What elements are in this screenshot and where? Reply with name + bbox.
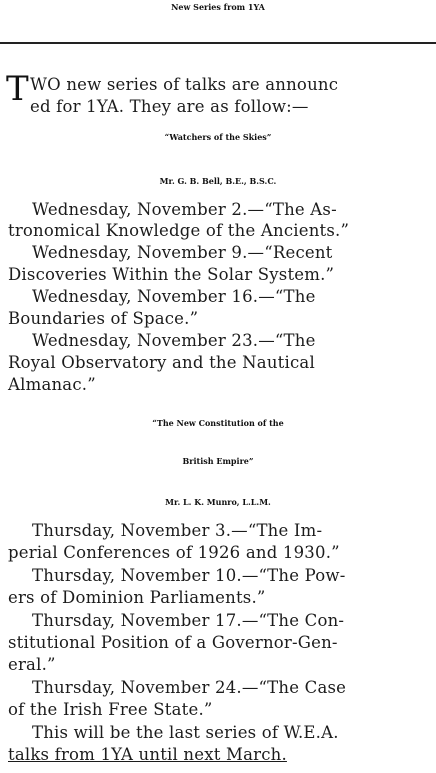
talk-line: This will be the last series of W.E.A.	[32, 723, 339, 742]
title-rule	[0, 42, 436, 44]
talk-line: Discoveries Within the Solar System.”	[8, 265, 335, 284]
talk-line: Almanac.”	[8, 375, 96, 394]
talk-line: Wednesday, November 9.—“Recent	[32, 243, 333, 262]
talk-line: Wednesday, November 23.—“The	[32, 331, 316, 350]
talk-line: Wednesday, November 2.—“The As-	[32, 200, 337, 219]
talk-line: Thursday, November 3.—“The Im-	[32, 521, 323, 540]
talk-line: Thursday, November 17.—“The Con-	[32, 611, 345, 630]
talk-line: Boundaries of Space.”	[8, 309, 199, 328]
talk-line: stitutional Position of a Governor-Gen-	[8, 633, 338, 652]
intro-line: WO new series of talks are announc	[30, 75, 339, 94]
series-title: “The New Constitution of the	[152, 418, 284, 428]
talk-line: eral.”	[8, 655, 56, 674]
talk-line: perial Conferences of 1926 and 1930.”	[8, 543, 340, 562]
talk-line: ers of Dominion Parliaments.”	[8, 588, 266, 607]
talk-line: of the Irish Free State.”	[8, 700, 213, 719]
intro-dropcap: T	[6, 69, 29, 109]
talk-line: Wednesday, November 16.—“The	[32, 287, 316, 306]
series-title: “Watchers of the Skies”	[164, 132, 272, 142]
series-speaker: Mr. G. B. Bell, B.E., B.S.C.	[159, 176, 277, 186]
talk-line: Thursday, November 10.—“The Pow-	[32, 566, 346, 585]
article-title: New Series from 1YA	[171, 2, 265, 12]
talk-line: Thursday, November 24.—“The Case	[32, 678, 347, 697]
intro-line: ed for 1YA. They are as follow:—	[30, 97, 309, 116]
series-title: British Empire”	[182, 456, 254, 466]
talk-line: tronomical Knowledge of the Ancients.”	[8, 221, 350, 240]
series-speaker: Mr. L. K. Munro, L.L.M.	[165, 497, 271, 507]
talk-line: Royal Observatory and the Nautical	[8, 353, 315, 372]
talk-line: talks from 1YA until next March.	[8, 745, 287, 764]
